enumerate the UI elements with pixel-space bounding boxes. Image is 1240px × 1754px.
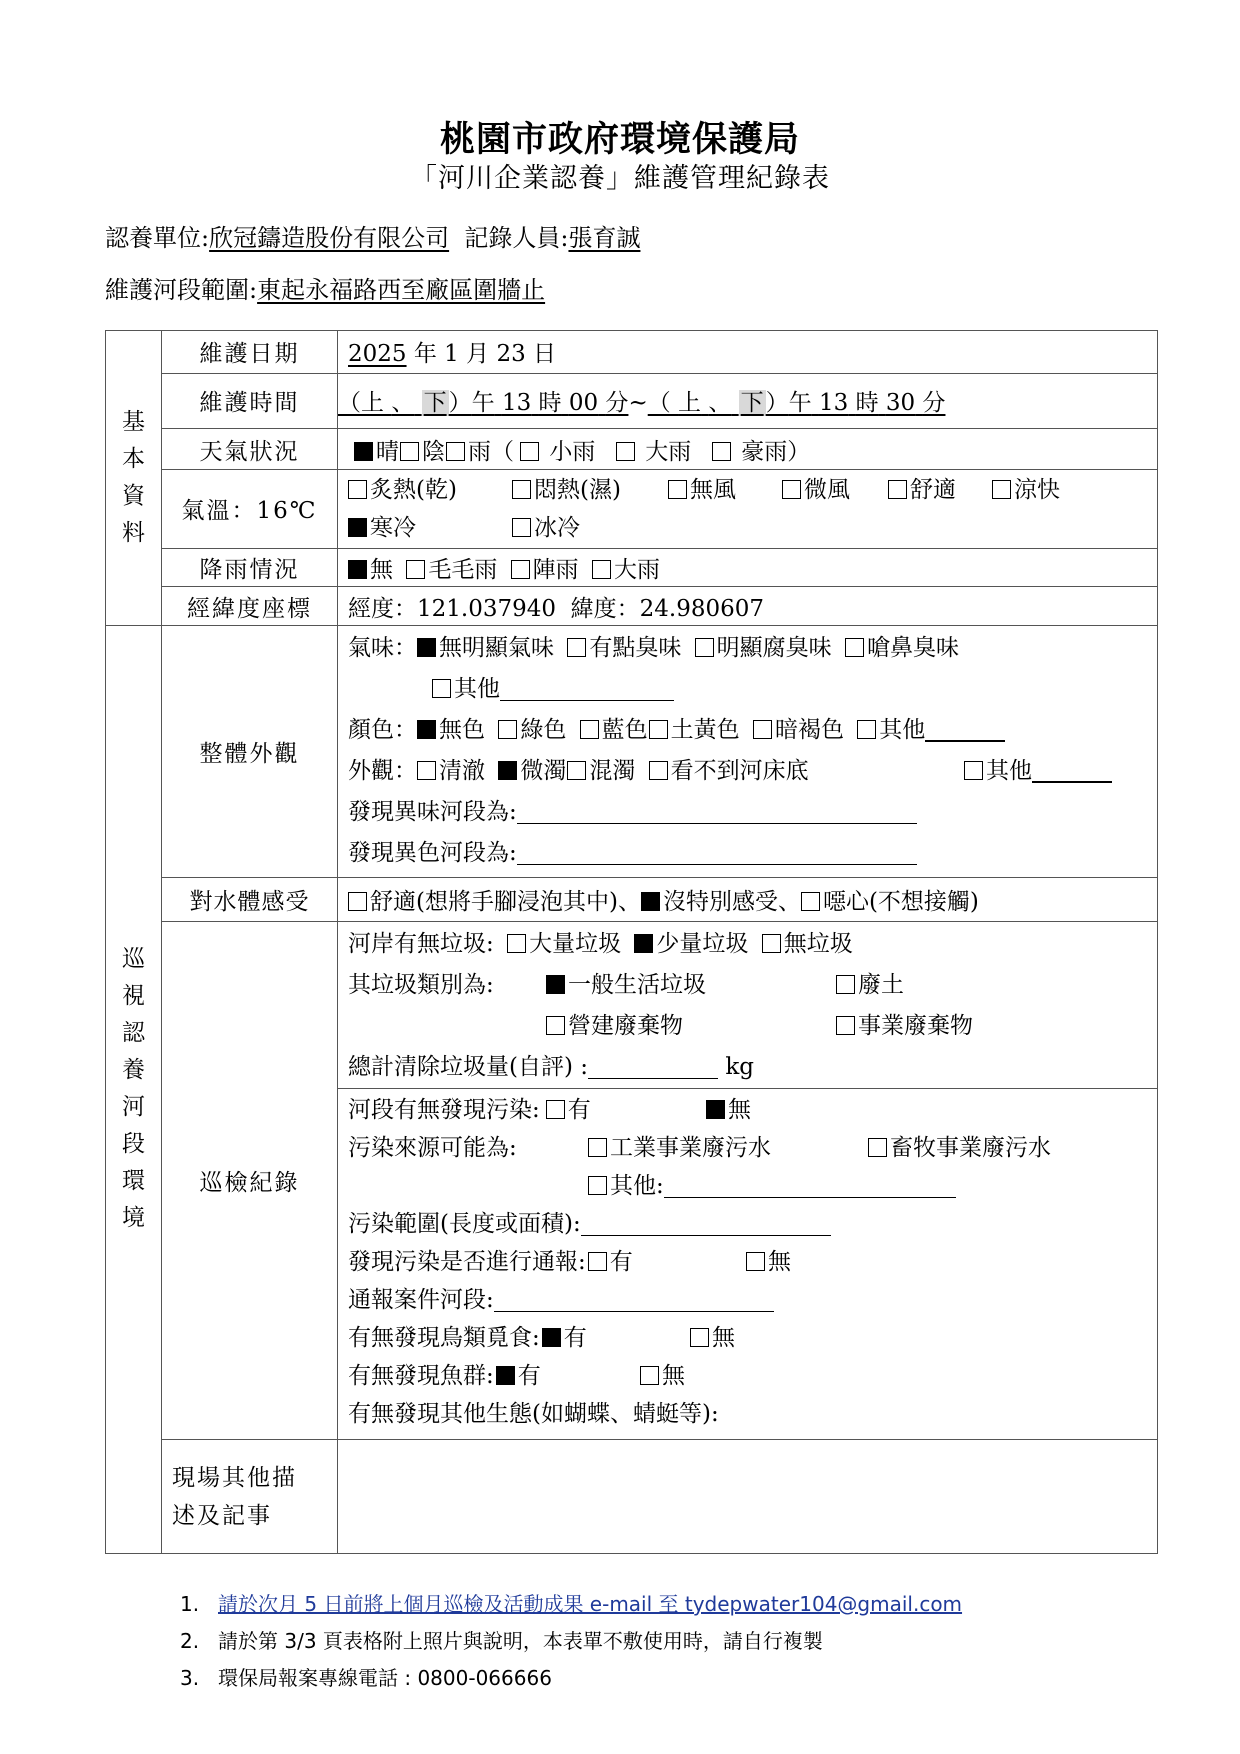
section-basic-label: 基本資料 <box>122 408 145 546</box>
date-field[interactable] <box>338 331 1158 374</box>
checkbox-color-green[interactable] <box>498 720 517 739</box>
birds-yes: 有 <box>563 1324 587 1351</box>
rainfall-label: 降雨情況 <box>162 548 338 587</box>
color-label: 顏色： <box>348 716 417 743</box>
checkbox-pollution-yes[interactable] <box>546 1100 565 1119</box>
page-title: 桃園市政府環境保護局 <box>439 119 800 160</box>
checkbox-birds-yes[interactable] <box>542 1328 561 1347</box>
time-label: 維護時間 <box>162 373 338 429</box>
checkbox-source-industrial[interactable] <box>588 1138 607 1157</box>
feeling-comfortable: 舒適(想將手腳浸泡其中) <box>370 888 618 915</box>
checkbox-source-livestock[interactable] <box>868 1138 887 1157</box>
end-pm-selected: 下 <box>740 390 764 417</box>
smell-slight: 有點臭味 <box>589 634 682 661</box>
time-end: （ 上 、 下）午 13 時 30 分 <box>647 390 946 417</box>
fish-label: 有無發現魚群: <box>348 1362 494 1389</box>
trash-industrial: 事業廢棄物 <box>858 1012 973 1039</box>
checkbox-trash-little[interactable] <box>634 934 653 953</box>
checkbox-cloudy[interactable] <box>400 442 419 461</box>
feeling-label: 對水體感受 <box>162 878 338 922</box>
trash-total-unit: kg <box>725 1053 754 1080</box>
color-brown: 暗褐色 <box>774 716 844 743</box>
color-other-blank[interactable] <box>925 716 1005 742</box>
checkbox-look-no-bed[interactable] <box>649 761 668 780</box>
odd-smell-section-label: 發現異味河段為: <box>348 798 517 825</box>
temp-cool: 涼快 <box>1014 476 1060 503</box>
checkbox-torrential[interactable] <box>712 442 731 461</box>
range-value: 東起永福路西至廠區圍牆止 <box>257 276 546 304</box>
inspection-content <box>338 921 1158 1440</box>
birds-label: 有無發現鳥類覓食: <box>348 1324 540 1351</box>
look-label: 外觀： <box>348 757 417 784</box>
weather-options: 晴 陰 雨（ 小雨 大雨 豪雨） <box>338 429 1158 470</box>
color-other: 其他 <box>879 716 926 743</box>
checkbox-light-rain[interactable] <box>520 442 539 461</box>
end-sep: 、 <box>708 390 732 417</box>
smell-rotten: 明顯腐臭味 <box>716 634 832 661</box>
trash-type-label: 其垃圾類別為: <box>348 971 494 998</box>
start-hour-unit: 時 <box>538 390 562 417</box>
checkbox-no-wind[interactable] <box>668 480 687 499</box>
checkbox-trash-industrial[interactable] <box>836 1016 855 1035</box>
checkbox-smell-none[interactable] <box>417 638 436 657</box>
checkbox-cool[interactable] <box>992 480 1011 499</box>
color-blue: 藍色 <box>601 716 648 743</box>
unit-value: 欣冠鑄造股份有限公司 <box>209 224 450 252</box>
end-min-unit: 分 <box>922 390 946 417</box>
checkbox-trash-soil[interactable] <box>836 975 855 994</box>
source-other: 其他: <box>610 1172 664 1199</box>
checkbox-pollution-no[interactable] <box>706 1100 725 1119</box>
start-min: 00 <box>568 390 599 417</box>
note-2-num: 2. <box>180 1629 200 1653</box>
checkbox-comfortable[interactable] <box>888 480 907 499</box>
feeling-disgust: 噁心(不想接觸) <box>822 888 979 915</box>
rainfall-shower: 陣雨 <box>532 557 579 584</box>
checkbox-feeling-comfortable[interactable] <box>348 892 367 911</box>
time-start: （上 、 下）午 13 時 00 分 <box>338 390 629 417</box>
checkbox-trash-none[interactable] <box>762 934 781 953</box>
checkbox-color-colorless[interactable] <box>417 720 436 739</box>
report-yes: 有 <box>609 1248 633 1275</box>
look-other-blank[interactable] <box>1032 757 1112 783</box>
checkbox-smell-pungent[interactable] <box>845 638 864 657</box>
fish-yes: 有 <box>517 1362 541 1389</box>
checkbox-report-yes[interactable] <box>588 1252 607 1271</box>
source-other-blank[interactable] <box>664 1173 956 1198</box>
look-clear: 清澈 <box>439 757 485 784</box>
checkbox-feeling-none[interactable] <box>641 892 660 911</box>
start-hour: 13 <box>501 390 532 417</box>
start-sep: 、 <box>391 390 415 417</box>
time-tilde: ~ <box>628 390 648 417</box>
rainfall-heavy: 大雨 <box>613 557 660 584</box>
weather-cloudy: 陰 <box>422 438 445 465</box>
checkbox-freezing[interactable] <box>512 518 531 537</box>
checkbox-rain-none[interactable] <box>348 560 367 579</box>
note-2-text: 請於第 3/3 頁表格附上照片與說明，本表單不敷使用時，請自行複製 <box>218 1629 823 1653</box>
checkbox-fish-yes[interactable] <box>496 1366 515 1385</box>
trash-soil: 廢土 <box>858 971 904 998</box>
checkbox-drizzle[interactable] <box>406 560 425 579</box>
record-form-table <box>105 330 1158 1554</box>
end-hour-unit: 時 <box>855 390 879 417</box>
weather-label: 天氣狀況 <box>162 429 338 470</box>
coords-label: 經緯度座標 <box>162 587 338 626</box>
checkbox-breeze[interactable] <box>782 480 801 499</box>
temp-label: 氣溫：16℃ <box>162 469 338 548</box>
odd-smell-section-blank[interactable] <box>517 799 917 824</box>
date-year: 2025 <box>348 341 407 368</box>
unit-label: 認養單位: <box>105 224 210 252</box>
checkbox-color-yellow[interactable] <box>649 720 668 739</box>
weather-heavy-rain: 大雨 <box>645 438 692 465</box>
fish-no: 無 <box>662 1362 685 1389</box>
checkbox-smell-other[interactable] <box>432 679 451 698</box>
odd-color-section-label: 發現異色河段為: <box>348 839 517 866</box>
trash-construction: 營建廢棄物 <box>568 1012 683 1039</box>
report-section-blank[interactable] <box>494 1287 774 1312</box>
checkbox-color-blue[interactable] <box>580 720 599 739</box>
birds-no: 無 <box>712 1324 735 1351</box>
feeling-sep-2: 、 <box>777 888 801 915</box>
end-hour: 13 <box>818 390 849 417</box>
weather-rain: 雨 <box>468 438 491 465</box>
trash-domestic: 一般生活垃圾 <box>568 971 706 998</box>
look-other: 其他 <box>986 757 1032 784</box>
recorder-value: 張育誠 <box>568 224 641 252</box>
checkbox-trash-construction[interactable] <box>546 1016 565 1035</box>
feeling-options <box>338 878 1158 922</box>
report-section-label: 通報案件河段: <box>348 1286 494 1313</box>
look-turbid: 混濁 <box>589 757 636 784</box>
checkbox-shower[interactable] <box>511 560 530 579</box>
inspection-label: 巡檢紀錄 <box>162 921 338 1440</box>
checkbox-hot-dry[interactable] <box>348 480 367 499</box>
color-green: 綠色 <box>520 716 567 743</box>
temp-freezing: 冰冷 <box>534 514 580 541</box>
header-line-unit <box>105 218 640 253</box>
start-noon: 午 <box>471 390 495 417</box>
scope-blank[interactable] <box>581 1211 831 1236</box>
end-noon: 午 <box>788 390 812 417</box>
report-label: 發現污染是否進行通報: <box>348 1248 586 1275</box>
temp-breeze: 微風 <box>804 476 850 503</box>
note-1-email-link[interactable]: 請於次月 5 日前將上個月巡檢及活動成果 e-mail 至 tydepwater104@gmail.com <box>218 1592 963 1616</box>
checkbox-look-turbid[interactable] <box>567 761 586 780</box>
appearance-label: 整體外觀 <box>162 625 338 877</box>
section-patrol <box>106 625 162 1553</box>
checkbox-birds-no[interactable] <box>690 1328 709 1347</box>
time-field[interactable] <box>338 373 1158 429</box>
trash-total-blank[interactable] <box>588 1054 718 1079</box>
feeling-sep-1: 、 <box>617 888 641 915</box>
checkbox-look-slightly-turbid[interactable] <box>498 761 517 780</box>
checkbox-cold[interactable] <box>348 518 367 537</box>
smell-pungent: 嗆鼻臭味 <box>866 634 959 661</box>
start-min-unit: 分 <box>605 390 629 417</box>
page-subtitle: 「河川企業認養」維護管理紀錄表 <box>410 163 830 194</box>
look-no-bed: 看不到河床底 <box>670 757 809 784</box>
date-label: 維護日期 <box>162 331 338 374</box>
temp-cold: 寒冷 <box>370 514 416 541</box>
look-slightly-turbid: 微濁 <box>520 757 567 784</box>
date-day: 23 <box>496 341 526 368</box>
smell-none: 無明顯氣味 <box>439 634 554 661</box>
date-month: 1 <box>444 341 459 368</box>
remarks-label-text: 現場其他描述及記事 <box>172 1464 297 1529</box>
weather-sunny: 晴 <box>376 438 399 465</box>
pollution-block <box>338 1089 1157 1433</box>
start-pm-selected: 下 <box>423 390 447 417</box>
odd-color-section-blank[interactable] <box>517 840 917 865</box>
temp-comfortable: 舒適 <box>910 476 956 503</box>
checkbox-source-other[interactable] <box>588 1176 607 1195</box>
note-3-text: 環保局報案專線電話 : 0800-066666 <box>218 1666 552 1690</box>
note-1-num: 1. <box>180 1592 200 1616</box>
range-label: 維護河段範圍: <box>105 276 258 304</box>
trash-label: 河岸有無垃圾: <box>348 930 494 957</box>
remarks-label <box>162 1440 338 1554</box>
checkbox-look-clear[interactable] <box>417 761 436 780</box>
section-basic-info <box>106 331 162 626</box>
checkbox-heavy[interactable] <box>592 560 611 579</box>
weather-light-rain: 小雨 <box>549 438 596 465</box>
report-no: 無 <box>768 1248 791 1275</box>
trash-none: 無垃圾 <box>783 930 853 957</box>
checkbox-color-brown[interactable] <box>753 720 772 739</box>
day-unit: 日 <box>533 341 557 368</box>
checkbox-look-other[interactable] <box>964 761 983 780</box>
trash-lots: 大量垃圾 <box>529 930 622 957</box>
recorder-label: 記錄人員: <box>464 224 569 252</box>
pollution-no: 無 <box>728 1096 751 1123</box>
source-industrial: 工業事業廢污水 <box>610 1134 771 1161</box>
source-label: 污染來源可能為: <box>348 1134 517 1161</box>
checkbox-rain[interactable] <box>446 442 465 461</box>
end-min: 30 <box>885 390 916 417</box>
smell-label: 氣味： <box>348 634 417 661</box>
checkbox-trash-domestic[interactable] <box>546 975 565 994</box>
trash-total-label: 總計清除垃圾量(自評) : <box>348 1053 589 1080</box>
section-patrol-label: 巡視認養河段環境 <box>122 946 145 1232</box>
source-livestock: 畜牧事業廢污水 <box>890 1134 1051 1161</box>
checkbox-feeling-disgust[interactable] <box>801 892 820 911</box>
checkbox-smell-rotten[interactable] <box>695 638 714 657</box>
color-yellow: 土黃色 <box>670 716 740 743</box>
feeling-none: 沒特別感受 <box>662 888 778 915</box>
temp-no-wind: 無風 <box>690 476 736 503</box>
pollution-label: 河段有無發現污染: <box>348 1096 540 1123</box>
trash-little: 少量垃圾 <box>656 930 749 957</box>
checkbox-trash-lots[interactable] <box>507 934 526 953</box>
rainfall-options <box>338 548 1158 587</box>
eco-label: 有無發現其他生態(如蝴蝶、蜻蜓等): <box>348 1400 719 1427</box>
checkbox-heavy-rain[interactable] <box>616 442 635 461</box>
rainfall-drizzle: 毛毛雨 <box>428 557 498 584</box>
trash-block <box>338 922 1157 1089</box>
month-unit: 月 <box>466 341 490 368</box>
temp-hot-humid: 悶熱(濕) <box>534 476 621 503</box>
coords-value: 經度：121.037940 緯度：24.980607 <box>338 587 1158 626</box>
smell-other: 其他 <box>454 675 500 702</box>
appearance-options <box>338 625 1158 877</box>
temp-hot-dry: 炙熱(乾) <box>370 476 457 503</box>
pollution-yes: 有 <box>567 1096 591 1123</box>
start-am: 上 <box>361 390 384 417</box>
end-am: 上 <box>678 390 702 417</box>
note-3-num: 3. <box>180 1666 200 1690</box>
scope-label: 污染範圍(長度或面積): <box>348 1210 581 1237</box>
checkbox-hot-humid[interactable] <box>512 480 531 499</box>
rainfall-none: 無 <box>370 557 393 584</box>
smell-other-blank[interactable] <box>500 676 674 701</box>
checkbox-color-other[interactable] <box>857 720 876 739</box>
header-line-range <box>105 270 545 305</box>
checkbox-sunny[interactable] <box>354 442 373 461</box>
color-colorless: 無色 <box>439 716 485 743</box>
checkbox-smell-slight[interactable] <box>567 638 586 657</box>
checkbox-fish-no[interactable] <box>640 1366 659 1385</box>
checkbox-report-no[interactable] <box>746 1252 765 1271</box>
year-unit: 年 <box>413 341 437 368</box>
weather-torrential: 豪雨 <box>741 438 788 465</box>
remarks-field[interactable] <box>338 1440 1158 1554</box>
temp-options <box>338 469 1158 548</box>
